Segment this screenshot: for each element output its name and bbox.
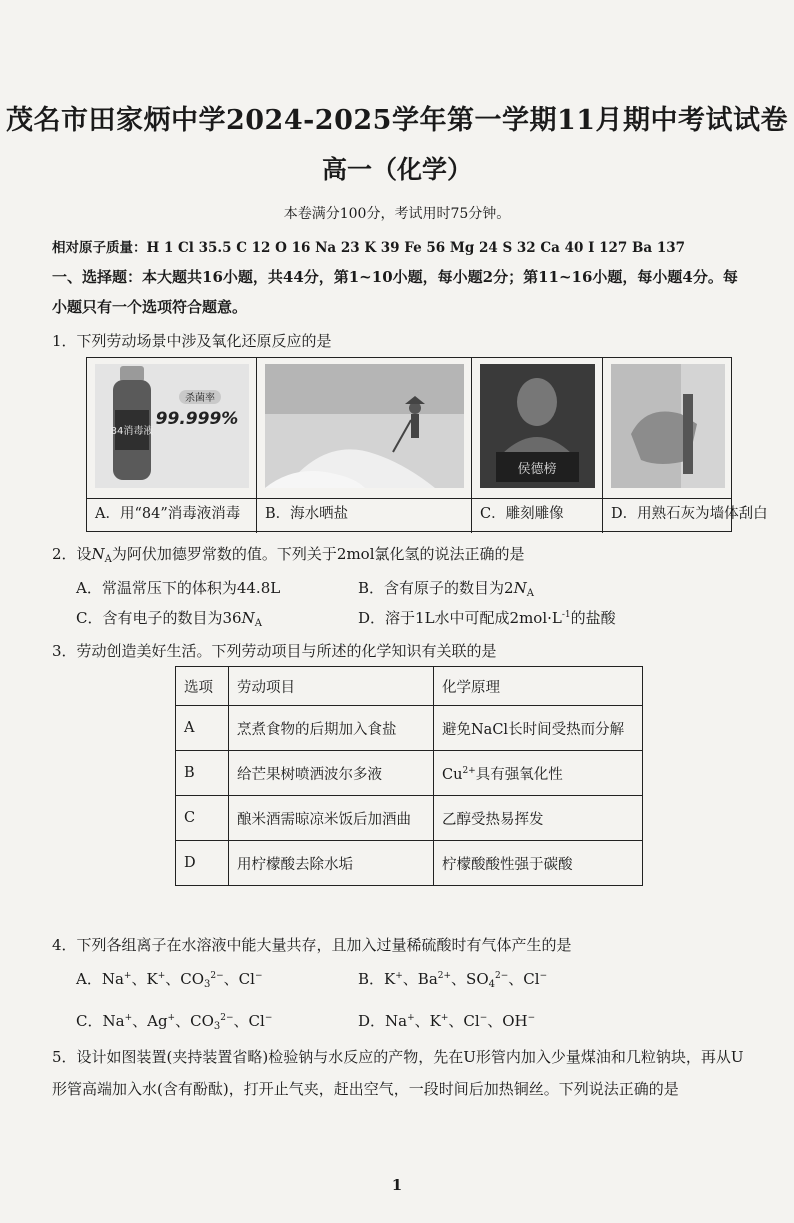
q2-option-b — [358, 577, 534, 599]
table-cell: 柠檬酸酸性强于碳酸 — [434, 841, 643, 886]
q4-option-d-label: D． — [358, 1012, 386, 1030]
q2-option-d-text: D．溶于1L水中可配成2mol·L — [358, 609, 562, 627]
table-cell: 避免NaCl长时间受热而分解 — [434, 706, 643, 751]
cu-ion-charge: 2+ — [462, 765, 476, 776]
q1-cell-c — [472, 358, 603, 533]
wall-plaster-image — [611, 364, 725, 488]
q4-option-a: A．Na+、K+、$CO_3^{2-}$、Cl− — [76, 970, 263, 990]
exam-note: 本卷满分100分，考试用时75分钟。 — [283, 206, 511, 222]
table-header-cell: 选项 — [176, 667, 229, 706]
table-row — [176, 706, 643, 751]
sea-salt-drying-image — [265, 364, 463, 488]
q3-knowledge-table — [175, 666, 643, 886]
q1-option-c: C．雕刻雕像 — [480, 506, 564, 522]
section-heading-line2: 小题只有一个选项符合题意。 — [52, 298, 248, 316]
table-row — [176, 751, 643, 796]
table-cell: 酿米酒需晾凉米饭后加酒曲 — [229, 796, 434, 841]
bottle-percent: 99.999% — [155, 409, 239, 429]
q1-cell-a — [87, 358, 257, 533]
q2-stem-b: 为阿伏加德罗常数的值。下列关于2mol氯化氢的说法正确的是 — [111, 545, 525, 563]
table-cell: A — [176, 706, 229, 751]
table-row — [176, 796, 643, 841]
q2-option-a: A．常温常压下的体积为44.8L — [76, 579, 281, 597]
q2-option-b-na: N — [513, 579, 527, 597]
bottle-label: 84消毒液 — [110, 426, 154, 437]
disinfectant-bottle-image — [95, 364, 248, 488]
table-cell: C — [176, 796, 229, 841]
q2-stem — [52, 543, 525, 565]
table-header-cell: 劳动项目 — [229, 667, 434, 706]
table-cell: 乙醇受热易挥发 — [434, 796, 643, 841]
q2-option-c-na: N — [241, 609, 255, 627]
q1-image-table — [86, 357, 768, 532]
table-cell — [434, 751, 643, 796]
table-cell: 给芒果树喷洒波尔多液 — [229, 751, 434, 796]
table-row — [176, 841, 643, 886]
q2-option-c-text: C．含有电子的数目为36 — [76, 609, 242, 627]
q2-stem-a: 2．设 — [52, 545, 92, 563]
q2-option-d-post: 的盐酸 — [570, 609, 616, 627]
exam-title: 茂名市田家炳中学2024-2025学年第一学期11月期中考试试卷 — [5, 105, 789, 136]
q2-option-b-sub: A — [526, 588, 534, 599]
section-heading-line1: 一、选择题：本大题共16小题，共44分，第1~10小题，每小题2分；第11~16小题，每小题4分。每 — [52, 268, 738, 286]
q4-option-a-label: A． — [76, 970, 102, 988]
q4-option-b: B．K+、$Ba^{2+}$、$SO_4^{2-}$、Cl− — [358, 970, 548, 990]
table-cell: 烹煮食物的后期加入食盐 — [229, 706, 434, 751]
cu-ion-text: 具有强氧化性 — [475, 766, 563, 783]
q1-option-b: B．海水晒盐 — [265, 506, 349, 522]
bust-sculpture-image — [480, 364, 594, 488]
q2-option-c — [76, 607, 262, 629]
q2-option-b-text: B．含有原子的数目为2 — [358, 579, 514, 597]
q1-option-a: A．用“84”消毒液消毒 — [95, 506, 241, 522]
q1-cell-b — [257, 358, 472, 533]
bust-plaque-text: 侯德榜 — [517, 462, 557, 477]
q4-stem: 4．下列各组离子在水溶液中能大量共存，且加入过量稀硫酸时有气体产生的是 — [52, 936, 572, 954]
q2-option-d-sup: -1 — [561, 610, 571, 620]
q3-stem: 3．劳动创造美好生活。下列劳动项目与所述的化学知识有关联的是 — [52, 642, 497, 660]
q2-option-d — [358, 607, 616, 628]
atomic-masses: 相对原子质量：H 1 Cl 35.5 C 12 O 16 Na 23 K 39 Fe 56 Mg 24 S 32 Ca 40 I 127 Ba 137 — [52, 240, 686, 256]
q1-cell-d — [603, 358, 768, 533]
table-cell: B — [176, 751, 229, 796]
q4-option-d: D．Na+、K+、Cl−、OH− — [358, 1012, 536, 1030]
q5-line2: 形管高端加入水(含有酚酞)，打开止气夹，赶出空气，一段时间后加热铜丝。下列说法正确的是 — [52, 1080, 679, 1098]
q4-option-b-label: B． — [358, 970, 385, 988]
cu-ion-base: Cu — [442, 766, 463, 783]
exam-subtitle: 高一（化学） — [321, 155, 472, 184]
table-cell: 用柠檬酸去除水垢 — [229, 841, 434, 886]
q4-option-c: C．Na+、Ag+、$CO_3^{2-}$、Cl− — [76, 1012, 273, 1032]
bottle-badge: 杀菌率 — [185, 393, 215, 404]
q1-option-d: D．用熟石灰为墙体刮白 — [611, 506, 768, 522]
q4-option-c-label: C． — [76, 1012, 103, 1030]
table-cell: D — [176, 841, 229, 886]
page-number: 1 — [391, 1176, 403, 1194]
q2-stem-sub: A — [104, 554, 112, 565]
table-header-cell: 化学原理 — [434, 667, 643, 706]
q2-option-c-sub: A — [254, 618, 262, 629]
q2-stem-na: N — [91, 545, 105, 563]
q5-line1: 5．设计如图装置(夹持装置省略)检验钠与水反应的产物，先在U形管内加入少量煤油和几粒钠块，再从U — [52, 1048, 744, 1066]
q1-stem: 1．下列劳动场景中涉及氧化还原反应的是 — [52, 332, 332, 350]
table-header-row — [176, 667, 643, 706]
